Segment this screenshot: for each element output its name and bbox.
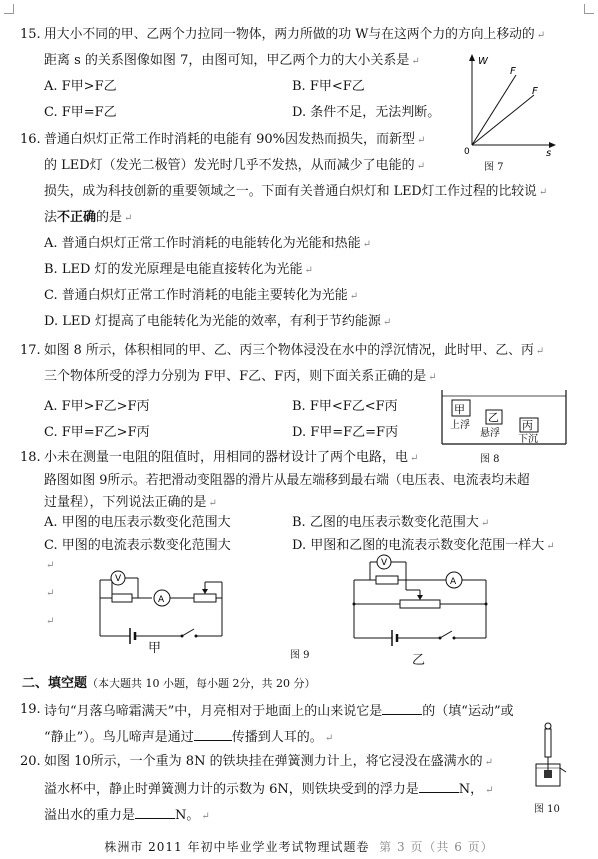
question-text-line: 三个物体所受的浮力分别为 F甲、F乙、F丙，则下面关系正确的是 ↵: [44, 369, 437, 384]
question-text-line: 如图 10所示，一个重为 8N 的铁块挂在弹簧测力计上，将它浸没在盛满水的 ↵: [44, 754, 493, 769]
question-text-line: 损失，成为科技创新的重要领域之一。下面有关普通白炽灯和 LED灯工作过程的比较说 ↵: [44, 184, 548, 199]
question-number: 16.: [20, 132, 41, 147]
object-bing: 丙: [522, 419, 533, 432]
figure-9-caption: 图 9: [290, 650, 310, 661]
question-text-line: 小未在测量一电阻的阻值时，用相同的器材设计了两个电路，电 ↵: [44, 450, 419, 465]
option-b: B. LED 灯的发光原理是电能直接转化为光能 ↵: [44, 262, 313, 277]
label-suspend: 悬浮: [480, 428, 500, 439]
question-text-line: 溢出水的重力是 N。 ↵: [44, 805, 210, 826]
crop-mark-top-right: [584, 4, 594, 14]
voltmeter-v: V: [115, 574, 122, 584]
figure-7-work-distance-graph: [462, 50, 562, 170]
question-text-line: 路图如图 9所示。若把滑动变阻器的滑片从最左端移到最右端（电压表、电流表均未超: [44, 473, 530, 488]
object-yi: 乙: [488, 411, 499, 424]
question-text-line: 法不正确的是 ↵: [44, 210, 133, 225]
option-c: C. F甲=F乙: [44, 105, 117, 120]
question-text-line: 普通白炽灯正常工作时消耗的电能有 90%因发热而损失，而新型 ↵: [44, 132, 426, 147]
option-b: B. F甲<F乙<F丙: [292, 399, 398, 414]
option-d: D. F甲=F乙=F丙: [292, 425, 399, 440]
option-a: A. 甲图的电压表示数变化范围大: [44, 515, 231, 530]
question-text-line: 过量程），下列说法正确的是 ↵: [44, 495, 217, 510]
option-b: B. F甲<F乙: [292, 79, 365, 94]
section-2-heading: 二、填空题（本大题共 10 小题，每小题 2分，共 20 分）: [22, 676, 316, 691]
option-c: C. 普通白炽灯正常工作时消耗的电能主要转化为光能 ↵: [44, 288, 359, 303]
option-a: A. F甲>F乙>F丙: [44, 399, 150, 414]
figure-8-buoyancy-tank: [440, 388, 568, 446]
question-text-line: 诗句“月落乌啼霜满天”中，月亮相对于地面上的山来说它是 的（填“运动”或: [44, 701, 514, 721]
label-sink: 下沉: [518, 434, 538, 445]
option-d: D. 条件不足，无法判断。: [292, 105, 441, 120]
blank-line-mark: ↵: [46, 588, 55, 599]
figure-9-circuit-jia: [90, 566, 240, 656]
figure-7-caption: 图 7: [484, 162, 504, 173]
fill-blank[interactable]: [194, 727, 232, 741]
ammeter-a: A: [158, 595, 165, 605]
emphasis-not-correct: 不正确: [57, 210, 97, 225]
object-jia: 甲: [454, 403, 465, 416]
figure-9-circuit-yi: [340, 552, 500, 652]
fill-blank[interactable]: [382, 701, 422, 715]
ammeter-a: A: [450, 577, 457, 587]
question-number: 18.: [20, 450, 41, 465]
footer-page-number: 第 3 页（共 6 页）: [379, 840, 494, 854]
line-label-f-yi: F: [532, 86, 538, 97]
fill-blank[interactable]: [419, 779, 459, 793]
question-text-line: 的 LED灯（发光二极管）发光时几乎不发热，从而减少了电能的 ↵: [44, 158, 426, 173]
label-float-up: 上浮: [450, 420, 470, 431]
option-d: D. LED 灯提高了电能转化为光能的效率，有利于节约能源 ↵: [44, 314, 392, 329]
blank-line-mark: ↵: [46, 560, 55, 571]
question-text-line: 距离 s 的关系图像如图 7，由图可知，甲乙两个力的大小关系是 ↵: [44, 53, 420, 68]
option-c: C. 甲图的电流表示数变化范围大: [44, 538, 231, 553]
question-number: 19.: [20, 702, 41, 717]
page-footer: [0, 838, 598, 855]
question-number: 15.: [20, 27, 41, 42]
footer-exam-title: 株洲市 2011 年初中毕业学业考试物理试题卷: [104, 840, 370, 854]
question-text-line: “静止”）。鸟儿啼声是通过 传播到人耳的。 ↵: [44, 727, 333, 748]
figure-10-caption: 图 10: [534, 804, 560, 815]
question-text-line: 用大小不同的甲、乙两个力拉同一物体，两力所做的功 W与在这两个力的方向上移动的 ↵: [44, 27, 546, 42]
option-c: C. F甲=F乙>F丙: [44, 425, 150, 440]
crop-mark-top-left: [4, 4, 14, 14]
option-b: B. 乙图的电压表示数变化范围大 ↵: [292, 515, 490, 530]
blank-line-mark: ↵: [46, 616, 55, 627]
line-label-f-jia: F: [510, 66, 516, 77]
question-number: 17.: [20, 343, 41, 358]
option-d: D. 甲图和乙图的电流表示数变化范围一样大 ↵: [292, 538, 555, 553]
figure-8-caption: 图 8: [480, 454, 500, 465]
fill-blank[interactable]: [135, 805, 175, 819]
origin-label: 0: [464, 147, 470, 157]
question-text-line: 溢水杯中，静止时弹簧测力计的示数为 6N，则铁块受到的浮力是 N， ↵: [44, 779, 494, 800]
option-a: A. F甲>F乙: [44, 79, 117, 94]
circuit-label-jia: 甲: [148, 641, 162, 656]
question-number: 20.: [20, 754, 41, 769]
axis-label-s: s: [546, 148, 552, 159]
question-text-line: 如图 8 所示，体积相同的甲、乙、丙三个物体浸没在水中的浮沉情况，此时甲、乙、丙 ↵: [44, 343, 545, 358]
voltmeter-v: V: [381, 558, 388, 568]
circuit-label-yi: 乙: [412, 653, 426, 668]
axis-label-w: W: [478, 56, 488, 67]
option-a: A. 普通白炽灯正常工作时消耗的电能转化为光能和热能 ↵: [44, 236, 372, 251]
figure-10-overflow-cup: [528, 720, 568, 800]
